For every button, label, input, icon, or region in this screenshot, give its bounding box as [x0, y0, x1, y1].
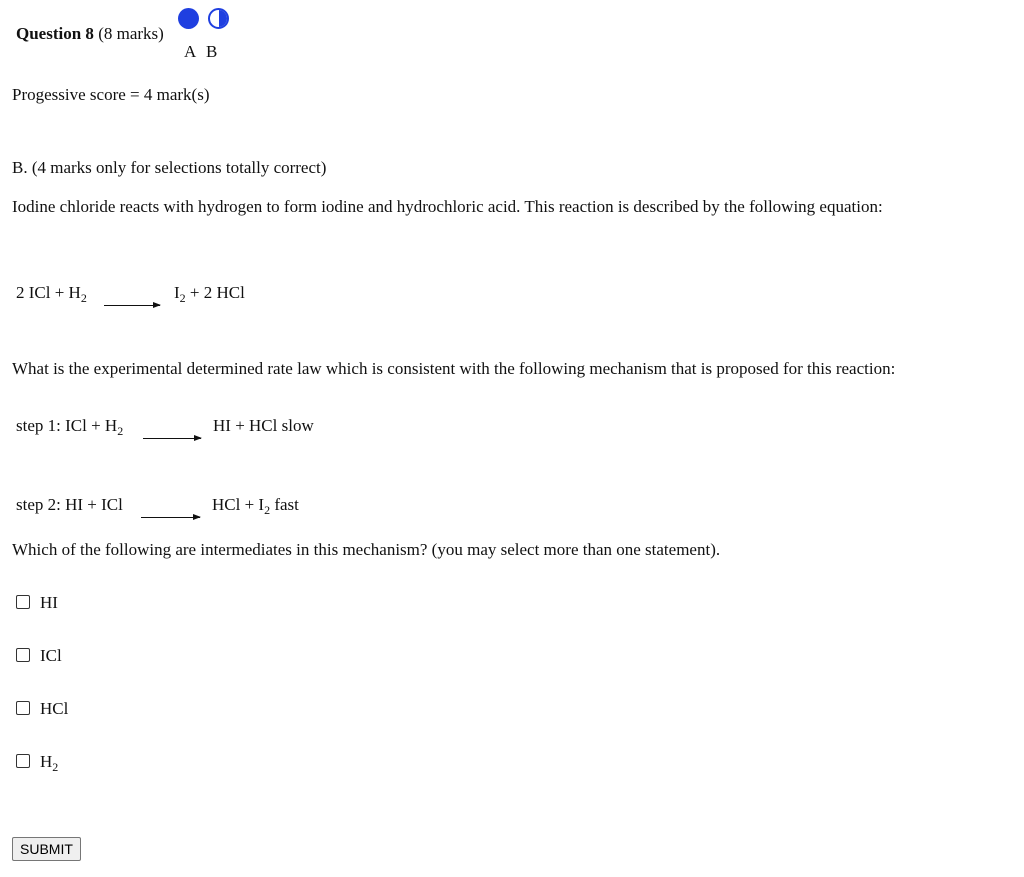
overall-equation-arrow-icon — [104, 294, 160, 314]
option-icl[interactable] — [16, 646, 62, 666]
question-marks: (8 marks) — [98, 24, 164, 43]
option-icl-label: ICl — [40, 646, 62, 665]
option-hcl-checkbox[interactable] — [16, 701, 30, 715]
step2-arrow-icon — [141, 506, 200, 526]
submit-button[interactable]: SUBMIT — [12, 837, 81, 861]
question-number: Question 8 — [16, 24, 94, 43]
reaction-intro: Iodine chloride reacts with hydrogen to form iodine and hydrochloric acid. This reaction is described by the following equation: — [12, 197, 883, 216]
option-h2-checkbox[interactable] — [16, 754, 30, 768]
part-a-label: A — [184, 42, 197, 61]
option-hcl[interactable] — [16, 699, 68, 719]
option-icl-checkbox[interactable] — [16, 648, 30, 662]
option-hi[interactable] — [16, 593, 58, 613]
step2-reactants: step 2: HI + ICl — [16, 495, 123, 514]
overall-equation-products: $I_2 + 2$ HCl — [174, 283, 245, 305]
part-b-half-complete-icon[interactable] — [208, 8, 229, 29]
question-title — [16, 24, 164, 44]
step2-products: HCl + $I_2$ fast — [212, 495, 299, 517]
step1-reactants: step 1: ICl + $H_2$ — [16, 416, 124, 438]
part-labels — [184, 42, 232, 62]
option-hi-checkbox[interactable] — [16, 595, 30, 609]
option-hi-label: HI — [40, 593, 58, 612]
step1-products: HI + HCl slow — [213, 416, 314, 435]
option-h2-label: $H_2$ — [40, 752, 59, 774]
step1-arrow-icon — [143, 427, 201, 447]
rate-law-question: What is the experimental determined rate law which is consistent with the following mechanism that is proposed for this reaction: — [12, 359, 896, 378]
option-h2[interactable] — [16, 752, 58, 772]
part-b-heading: B. (4 marks only for selections totally correct) — [12, 158, 327, 177]
progressive-score: Progessive score = 4 mark(s) — [12, 85, 210, 104]
part-status-indicators — [178, 8, 232, 30]
intermediates-question: Which of the following are intermediates in this mechanism? (you may select more than one statement). — [12, 540, 721, 559]
part-a-complete-icon[interactable] — [178, 8, 199, 29]
option-hcl-label: HCl — [40, 699, 69, 718]
overall-equation-reactants: 2 ICl + $H_2$ — [16, 283, 87, 305]
part-b-label: B — [206, 42, 218, 61]
